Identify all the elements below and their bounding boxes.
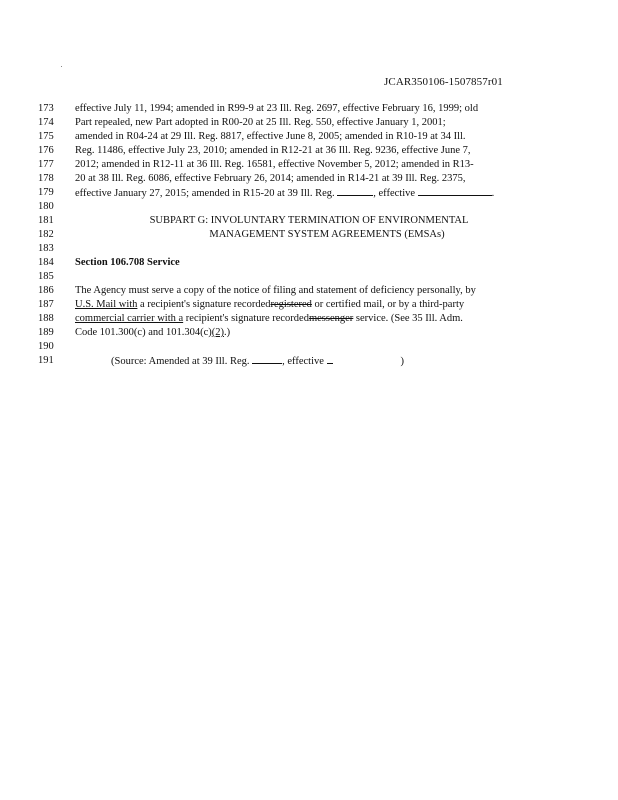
line-text: effective July 11, 1994; amended in R99-9 at 23 Ill. Reg. 2697, effective February 16, 1999; old — [75, 103, 479, 114]
line-number: 176 — [38, 145, 54, 156]
line-text-part: or certified mail, or by a third-party — [311, 299, 465, 310]
line-number: 175 — [38, 131, 54, 142]
fill-in-blank — [418, 186, 492, 196]
line-number: 177 — [38, 159, 54, 170]
line-number: 173 — [38, 103, 54, 114]
line-number: 184 — [38, 257, 54, 268]
line-text: The Agency must serve a copy of the notice of filing and statement of deficiency personally, by — [75, 285, 476, 296]
fill-in-blank — [252, 354, 282, 364]
line-number: 186 — [38, 285, 54, 296]
line-text-part: , effective — [282, 356, 324, 367]
line-text: Reg. 11486, effective July 23, 2010; amended in R12-21 at 36 Ill. Reg. 9236, effective June 7, — [75, 145, 471, 156]
line-text-part: . — [491, 188, 495, 199]
line-number: 180 — [38, 201, 54, 212]
deleted-text: registered — [270, 299, 312, 310]
line-text-part: Code 101.300(c) and 101.304(c) — [75, 327, 212, 338]
line-text: 2012; amended in R12-11 at 36 Ill. Reg. 16581, effective November 5, 2012; amended in R13- — [75, 159, 474, 170]
inserted-text: U.S. Mail with — [75, 299, 138, 310]
fill-in-blank — [327, 354, 333, 364]
line-number: 174 — [38, 117, 54, 128]
inserted-text: commercial carrier with a — [75, 313, 184, 324]
line-text-part: a recipient's signature recorded — [137, 299, 271, 310]
line-number: 189 — [38, 327, 54, 338]
line-text: 20 at 38 Ill. Reg. 6086, effective February 26, 2014; amended in R14-21 at 39 Ill. Reg. 2375, — [75, 173, 466, 184]
fill-in-blank — [337, 186, 373, 196]
line-text-part: service. (See 35 Ill. Adm. — [353, 313, 463, 324]
scan-speck — [61, 66, 62, 67]
line-number: 191 — [38, 355, 54, 366]
line-text — [75, 312, 463, 325]
section-heading: Section 106.708 Service — [75, 257, 180, 268]
line-number: 178 — [38, 173, 54, 184]
line-text: Part repealed, new Part adopted in R00-20 at 25 Ill. Reg. 550, effective January 1, 2001; — [75, 117, 446, 128]
line-text-part: ) — [400, 356, 405, 367]
line-text-part: .) — [224, 327, 231, 338]
line-text-part: recipient's signature recorded — [183, 313, 309, 324]
line-number: 183 — [38, 243, 54, 254]
line-number: 185 — [38, 271, 54, 282]
line-number: 181 — [38, 215, 54, 226]
line-text — [75, 186, 494, 200]
line-number: 188 — [38, 313, 54, 324]
line-number: 190 — [38, 341, 54, 352]
line-text-part: effective January 27, 2015; amended in R15-20 at 39 Ill. Reg. — [75, 188, 335, 199]
line-text-part: (Source: Amended at 39 Ill. Reg. — [111, 356, 250, 367]
inserted-text: (2) — [211, 327, 225, 338]
subpart-heading: SUBPART G: INVOLUNTARY TERMINATION OF ENVIRONMENTAL — [149, 215, 469, 226]
line-number: 179 — [38, 187, 54, 198]
line-number: 182 — [38, 229, 54, 240]
line-text — [75, 298, 464, 311]
source-note — [111, 354, 404, 368]
document-id: JCAR350106-1507857r01 — [384, 76, 503, 88]
line-number: 187 — [38, 299, 54, 310]
line-text: amended in R04-24 at 29 Ill. Reg. 8817, effective June 8, 2005; amended in R10-19 at 34 Ill. — [75, 131, 466, 142]
deleted-text: messenger — [308, 313, 354, 324]
line-text-part: , effective — [373, 188, 416, 199]
line-text — [75, 326, 230, 339]
subpart-heading: MANAGEMENT SYSTEM AGREEMENTS (EMSAs) — [209, 229, 445, 240]
